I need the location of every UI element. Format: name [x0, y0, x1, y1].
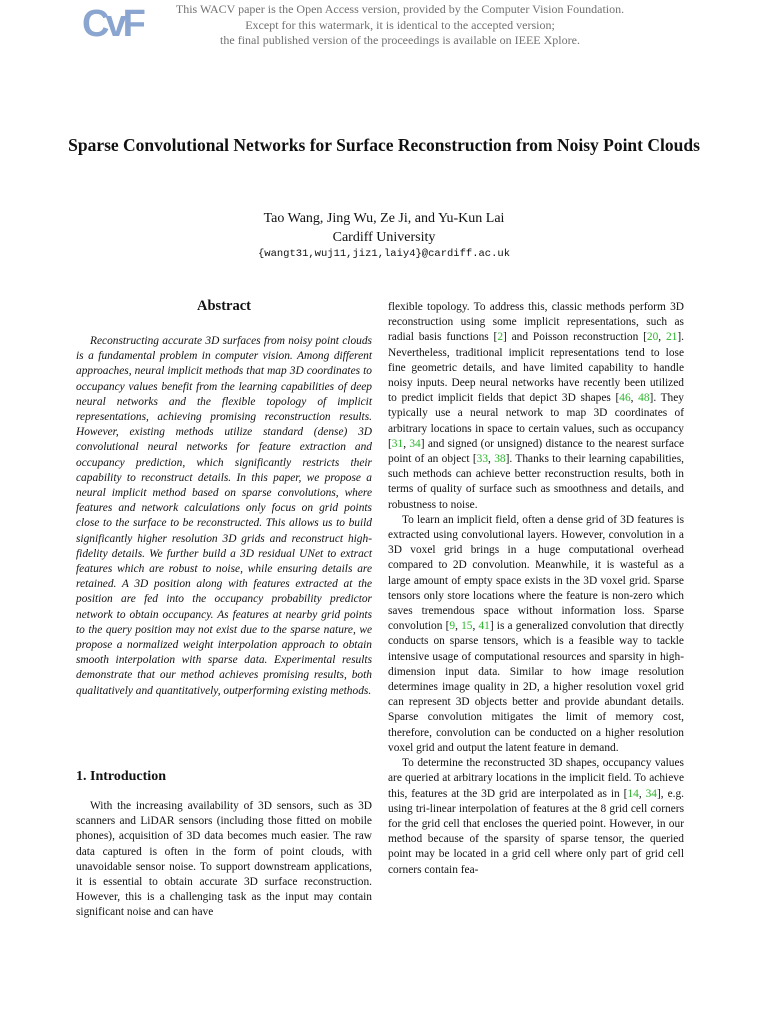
watermark-line: This WACV paper is the Open Access version, provided by the Computer Vision Foundation.: [175, 2, 625, 16]
intro-paragraph: To learn an implicit field, often a dense grid of 3D features is extracted using convolutional layers. However, convolution in a 3D voxel grid brings in a huge computational overhead compared to 2D convolution. Meanwhile, it is wasteful as a large amount of empty space exists in the 3D voxel grid. Sparse tensors only store locations where the feature is non-zero which saves tremendous space without information loss. Sparse convolution [9, 15, 41] is a generalized convolution that directly conducts on sparse tensors, which is a feasible way to tackle intensive usage of computational resources and sparsity in high-dimension input data. Similar to how image resolution determines image quality in 2D, a higher resolution voxel grid can represent 3D objects better and provide abundant details. Sparse convolution mitigates the limit of memory cost, therefore, convolution can be conducted on a higher resolution voxel grid and output the latent feature in demand.: [388, 513, 684, 754]
author-names: Tao Wang, Jing Wu, Ze Ji, and Yu-Kun Lai: [263, 211, 505, 226]
citation-link[interactable]: 15: [461, 620, 473, 633]
citation-link[interactable]: 38: [494, 453, 506, 466]
watermark-line: Except for this watermark, it is identical to the accepted version;: [245, 17, 555, 32]
citation-link[interactable]: 46: [619, 392, 631, 405]
abstract-text: [76, 334, 372, 699]
intro-paragraph: To determine the reconstructed 3D shapes, occupancy values are queried at arbitrary locations in the implicit field. To achieve this, features at the 3D grid are interpolated as in [14, 34], e.g. using tri-linear interpolation of features at the 8 grid cell corners for the grid cell that encloses the queried point. However, in our method because of the sparsity of sparse tensor, the queried point may be located in a grid cell where only part of grid cell corners contain fea-: [388, 757, 685, 876]
watermark-notice: [150, 2, 650, 49]
citation-link[interactable]: 14: [627, 787, 639, 800]
paper-title: Sparse Convolutional Networks for Surface Reconstruction from Noisy Point Clouds: [68, 135, 700, 155]
abstract-paragraph: Reconstructing accurate 3D surfaces from noisy point clouds is a fundamental problem in computer vision. Among different approaches, neural implicit methods that map 3D coordinates to occupancy values benefit from the learning capabilities of deep neural networks and the flexible topology of implicit representations, achieving promising reconstruction results. However, existing methods utilize standard (dense) 3D convolutional neural networks for feature extraction and occupancy prediction, which significantly restricts their capability to reconstruct details. In this paper, we propose a neural implicit method based on sparse convolutions, where features and network calculations only focus on grid points close to the surface to be reconstructed. This allows us to build significantly higher resolution 3D grids and reconstruct high-fidelity details. We further build a 3D residual UNet to extract features which are robust to noise, while ensuring details are retained. A 3D position along with features extracted at the position are fed into the occupancy probability predictor network to obtain occupancy. As features at nearby grid points to the query position may not exist due to the sparse nature, we propose a normalized weight interpolation approach to obtain smooth interpolation with sparse data. Experimental results demonstrate that our method achieves promising results, both qualitatively and quantitatively, outperforming existing methods.: [76, 335, 372, 697]
citation-link[interactable]: 20: [646, 331, 659, 344]
introduction-heading: 1. Introduction: [76, 769, 166, 784]
citation-link[interactable]: 48: [638, 392, 650, 405]
citation-link[interactable]: 33: [476, 453, 489, 466]
intro-paragraph: With the increasing availability of 3D sensors, such as 3D scanners and LiDAR sensors (including those fitted on mobile phones), acquisition of 3D data becomes much easier. The raw data captured is often in the form of point clouds, with unavoidable sensor noise. To support downstream applications, it is essential to obtain accurate 3D surface reconstruction. However, this is a challenging task as the input may contain significant noise and can have: [76, 800, 372, 919]
author-block: [60, 209, 708, 247]
citation-link[interactable]: 2: [497, 331, 504, 344]
author-emails: {wangt31,wuj11,jiz1,laiy4}@cardiff.ac.uk: [257, 248, 511, 260]
intro-paragraph-continued: flexible topology. To address this, classic methods perform 3D reconstruction using some implicit representations, such as radial basis functions [2] and Poisson reconstruction [20, 21]. Nevertheless, traditional implicit representations tend to lose fine geometric details, and have limited capability to handle noisy inputs. Deep neural networks have recently been utilized to predict implicit fields that depict 3D shapes [46, 48]. They typically use a neural network to map 3D coordinates of arbitrary locations in space to certain values, such as occupancy [31, 34] and signed (or unsigned) distance to the nearest surface point of an object [33, 38]. Thanks to their learning capabilities, such methods can achieve better reconstruction results, both in terms of quality of surface such as smoothness and details, and robustness to noise.: [388, 301, 684, 511]
affiliation: Cardiff University: [332, 230, 436, 245]
citation-link[interactable]: 9: [449, 620, 456, 633]
citation-link[interactable]: 34: [645, 787, 657, 800]
citation-link[interactable]: 41: [478, 620, 490, 633]
right-column: [388, 300, 684, 878]
citation-link[interactable]: 34: [409, 437, 421, 450]
citation-link[interactable]: 21: [665, 331, 678, 344]
citation-link[interactable]: 31: [391, 437, 404, 450]
abstract-heading: Abstract: [197, 298, 251, 314]
introduction-text: [76, 799, 372, 921]
cvf-logo: CvF: [82, 3, 142, 45]
watermark-line: the final published version of the proceedings is available on IEEE Xplore.: [220, 33, 580, 47]
